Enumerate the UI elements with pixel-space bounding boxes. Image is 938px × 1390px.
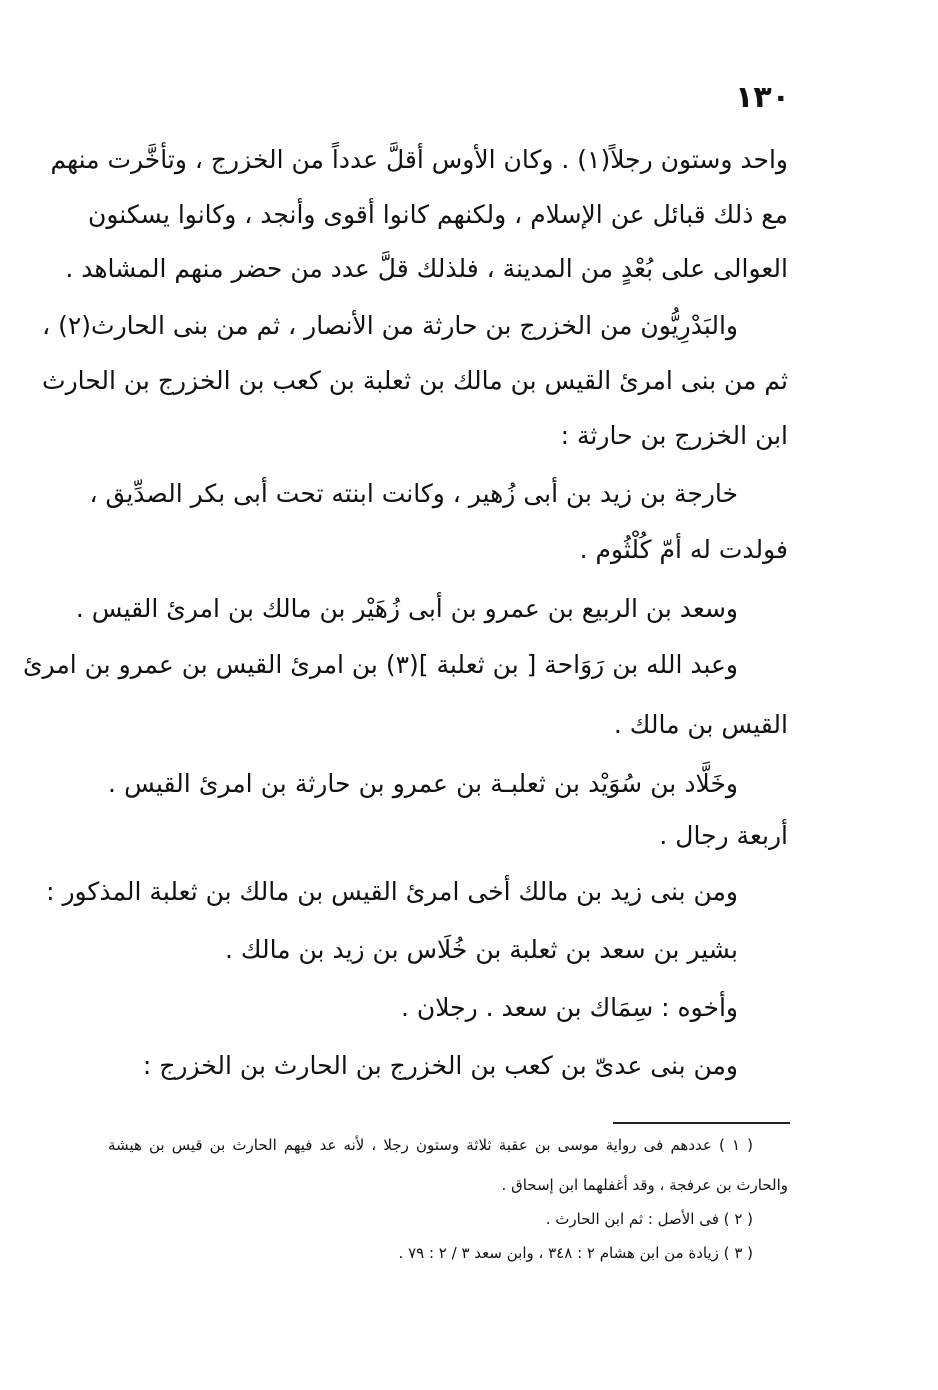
text-line-10: وعبد الله بن رَوَاحة [ بن ثعلبة ](٣) بن امرئ القيس بن عمرو بن امرئ [22,650,738,679]
text-line-14: ومن بنى زيد بن مالك أخى امرئ القيس بن مالك بن ثعلبة المذكور : [46,877,738,906]
text-line-15: بشير بن سعد بن ثعلبة بن خُلَاس بن زيد بن مالك . [224,935,738,964]
text-line-3: العوالى على بُعْدٍ من المدينة ، فلذلك قلَّ عدد من حضر منهم المشاهد . [65,254,788,283]
text-line-12: وخَلَّاد بن سُوَيْد بن ثعلبـة بن عمرو بن حارثة بن امرئ القيس . [108,769,738,798]
page-number: ١٣٠ [735,80,790,115]
text-line-9: وسعد بن الربيع بن عمرو بن أبى زُهَيْر بن مالك بن امرئ القيس . [75,594,738,623]
footnote-1-line-1: ( ١ ) عددهم فى رواية موسى بن عقبة ثلاثة وستون رجلا ، لأنه عد فيهم الحارث بن قيس بن هيشة [108,1136,753,1154]
text-line-6: ابن الخزرج بن حارثة : [560,421,788,450]
text-line-5: ثم من بنى امرئ القيس بن مالك بن ثعلبة بن كعب بن الخزرج بن الحارث [42,366,788,395]
text-line-8: فولدت له أمّ كُلْثُوم . [579,535,788,564]
footnote-1-line-2: والحارث بن عرفجة ، وقد أغفلهما ابن إسحاق . [501,1176,788,1194]
text-line-17: ومن بنى عدىّ بن كعب بن الخزرج بن الحارث بن الخزرج : [142,1051,738,1080]
text-line-7: خارجة بن زيد بن أبى زُهير ، وكانت ابنته تحت أبى بكر الصدِّيق ، [89,479,738,508]
footnote-3: ( ٣ ) زيادة من ابن هشام ٢ : ٣٤٨ ، وابن سعد ٣ / ٢ : ٧٩ . [398,1244,753,1262]
text-line-11: القيس بن مالك . [613,710,788,739]
footnote-2: ( ٢ ) فى الأصل : ثم ابن الحارث . [545,1210,753,1228]
text-line-16: وأخوه : سِمَاك بن سعد . رجلان . [401,993,738,1022]
text-line-1: واحد وستون رجلاً(١) . وكان الأوس أقلَّ عدداً من الخزرج ، وتأخَّرت منهم [50,145,788,174]
footnote-divider [613,1122,790,1124]
text-line-4: والبَدْرِيُّون من الخزرج بن حارثة من الأنصار ، ثم من بنى الحارث(٢) ، [42,311,738,340]
text-line-2: مع ذلك قبائل عن الإسلام ، ولكنهم كانوا أقوى وأنجد ، وكانوا يسكنون [88,200,788,229]
text-line-13: أربعة رجال . [659,821,788,850]
